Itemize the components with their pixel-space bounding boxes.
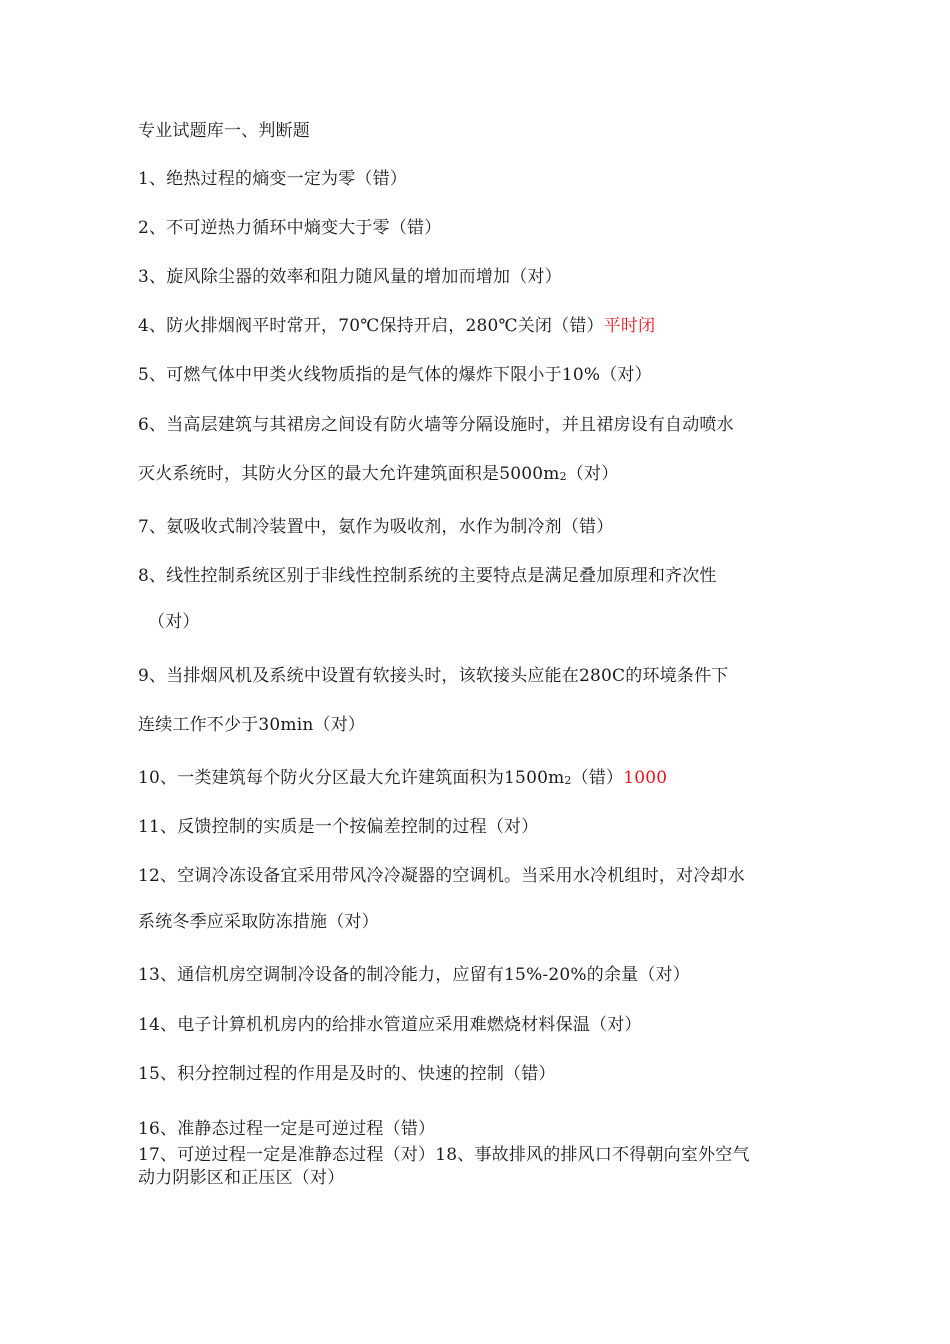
question-6-cont-text: 灭火系统时，其防火分区的最大允许建筑面积是5000m xyxy=(138,464,560,484)
document-heading: 专业试题库一、判断题 xyxy=(138,121,310,141)
question-13: 13、通信机房空调制冷设备的制冷能力，应留有15%-20%的余量（对） xyxy=(138,965,690,985)
question-14: 14、电子计算机机房内的给排水管道应采用难燃烧材料保温（对） xyxy=(138,1015,642,1035)
question-10 xyxy=(138,767,667,792)
question-10-tail: （错） xyxy=(571,768,624,788)
question-15: 15、积分控制过程的作用是及时的、快速的控制（错） xyxy=(138,1064,556,1084)
question-9-continued: 连续工作不少于30min（对） xyxy=(138,715,366,735)
question-7: 7、氨吸收式制冷装置中，氨作为吸收剂，水作为制冷剂（错） xyxy=(138,517,614,537)
question-3: 3、旋风除尘器的效率和阻力随风量的增加而增加（对） xyxy=(138,267,562,287)
question-11: 11、反馈控制的实质是一个按偏差控制的过程（对） xyxy=(138,817,539,837)
question-18-continued: 动力阴影区和正压区（对） xyxy=(138,1168,345,1188)
question-10-correction-note: 1000 xyxy=(623,768,668,788)
question-9: 9、当排烟风机及系统中设置有软接头时，该软接头应能在280C的环境条件下 xyxy=(138,666,729,686)
question-6: 6、当高层建筑与其裙房之间设有防火墙等分隔设施时，并且裙房设有自动喷水 xyxy=(138,415,734,435)
question-12-continued: 系统冬季应采取防冻措施（对） xyxy=(138,912,379,932)
question-12: 12、空调冷冻设备宜采用带风冷冷凝器的空调机。当采用水冷机组时，对冷却水 xyxy=(138,866,745,886)
question-16: 16、准静态过程一定是可逆过程（错） xyxy=(138,1119,436,1139)
question-4-text: 4、防火排烟阀平时常开，70℃保持开启，280℃关闭（错） xyxy=(138,316,604,336)
question-5: 5、可燃气体中甲类火线物质指的是气体的爆炸下限小于10%（对） xyxy=(138,365,652,385)
question-10-text: 10、一类建筑每个防火分区最大允许建筑面积为1500m xyxy=(138,768,565,788)
question-17-18: 17、可逆过程一定是准静态过程（对）18、事故排风的排风口不得朝向室外空气 xyxy=(138,1145,750,1165)
question-4-correction-note: 平时闭 xyxy=(603,316,656,336)
question-6-unit-subscript: 2 xyxy=(559,470,567,483)
question-1: 1、绝热过程的熵变一定为零（错） xyxy=(138,169,408,189)
question-8: 8、线性控制系统区别于非线性控制系统的主要特点是满足叠加原理和齐次性 xyxy=(138,566,717,586)
question-10-unit-subscript: 2 xyxy=(564,774,572,787)
question-4 xyxy=(138,315,655,337)
question-6-continued xyxy=(138,463,618,488)
question-6-cont-tail: （对） xyxy=(566,464,619,484)
question-2: 2、不可逆热力循环中熵变大于零（错） xyxy=(138,218,442,238)
question-8-continued: （对） xyxy=(148,612,200,632)
